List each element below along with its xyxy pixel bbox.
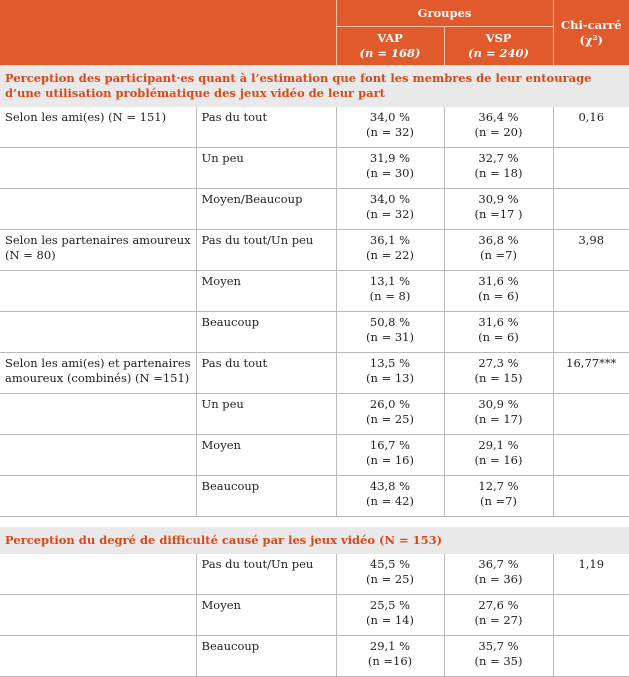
table-row bbox=[0, 271, 629, 312]
vap-percent: 25,5 % bbox=[337, 598, 444, 613]
vap-count: (n = 22) bbox=[337, 248, 444, 263]
vap-cell bbox=[336, 312, 444, 353]
chi-cell: 1,19 bbox=[553, 554, 629, 595]
vap-percent: 43,8 % bbox=[337, 479, 444, 494]
vsp-percent: 27,3 % bbox=[445, 356, 553, 371]
vap-percent: 16,7 % bbox=[337, 438, 444, 453]
vsp-percent: 27,6 % bbox=[445, 598, 553, 613]
chi-cell bbox=[553, 636, 629, 677]
vsp-cell bbox=[444, 554, 553, 595]
table-row bbox=[0, 554, 629, 595]
vap-header bbox=[336, 27, 444, 66]
vsp-count: (n = 36) bbox=[445, 572, 553, 587]
group-cell bbox=[0, 435, 196, 476]
table-row bbox=[0, 148, 629, 189]
chi-cell bbox=[553, 476, 629, 517]
vsp-count: (n =7) bbox=[445, 494, 553, 509]
chi-cell: 16,77*** bbox=[553, 353, 629, 394]
vap-count: (n = 42) bbox=[337, 494, 444, 509]
chi-cell: 3,98 bbox=[553, 230, 629, 271]
vsp-cell bbox=[444, 435, 553, 476]
vap-count: (n = 8) bbox=[337, 289, 444, 304]
vap-percent: 45,5 % bbox=[337, 557, 444, 572]
table-row bbox=[0, 107, 629, 148]
group-cell bbox=[0, 476, 196, 517]
header-empty-cell bbox=[0, 0, 196, 65]
level-cell: Beaucoup bbox=[196, 476, 336, 517]
group-cell: Selon les partenaires amoureux (N = 80) bbox=[0, 230, 196, 271]
vsp-cell bbox=[444, 394, 553, 435]
vap-percent: 36,1 % bbox=[337, 233, 444, 248]
vap-percent: 26,0 % bbox=[337, 397, 444, 412]
chi-square-symbol: (χ²) bbox=[554, 33, 629, 48]
vap-count: (n = 25) bbox=[337, 572, 444, 587]
vap-cell bbox=[336, 107, 444, 148]
vsp-count: (n =7) bbox=[445, 248, 553, 263]
vsp-cell bbox=[444, 595, 553, 636]
section-title-row bbox=[0, 65, 629, 107]
vap-count: (n = 16) bbox=[337, 453, 444, 468]
groups-header: Groupes bbox=[336, 0, 553, 27]
vsp-count: (n = 15) bbox=[445, 371, 553, 386]
chi-cell bbox=[553, 435, 629, 476]
group-cell: Selon les ami(es) et partenaires amoureux (combinés) (N =151) bbox=[0, 353, 196, 394]
vsp-count: (n = 6) bbox=[445, 289, 553, 304]
table-row bbox=[0, 394, 629, 435]
chi-cell bbox=[553, 189, 629, 230]
vap-percent: 34,0 % bbox=[337, 110, 444, 125]
vsp-percent: 29,1 % bbox=[445, 438, 553, 453]
vsp-count: (n = 20) bbox=[445, 125, 553, 140]
vsp-count: (n = 17) bbox=[445, 412, 553, 427]
group-cell: Selon les ami(es) (N = 151) bbox=[0, 107, 196, 148]
vsp-count: (n = 27) bbox=[445, 613, 553, 628]
chi-cell bbox=[553, 595, 629, 636]
chi-cell bbox=[553, 148, 629, 189]
vap-count: (n = 30) bbox=[337, 166, 444, 181]
table-row bbox=[0, 636, 629, 677]
group-cell bbox=[0, 394, 196, 435]
group-cell bbox=[0, 595, 196, 636]
vap-percent: 29,1 % bbox=[337, 639, 444, 654]
vsp-cell bbox=[444, 353, 553, 394]
table-row bbox=[0, 476, 629, 517]
vap-cell bbox=[336, 271, 444, 312]
vsp-percent: 36,4 % bbox=[445, 110, 553, 125]
vsp-count: (n = 18) bbox=[445, 166, 553, 181]
group-cell bbox=[0, 636, 196, 677]
table-row bbox=[0, 312, 629, 353]
vap-count: (n =16) bbox=[337, 654, 444, 669]
level-cell: Un peu bbox=[196, 148, 336, 189]
vsp-header bbox=[444, 27, 553, 66]
vsp-cell bbox=[444, 148, 553, 189]
chi-cell: 0,16 bbox=[553, 107, 629, 148]
chi-cell bbox=[553, 271, 629, 312]
vsp-percent: 30,9 % bbox=[445, 192, 553, 207]
vap-cell bbox=[336, 554, 444, 595]
vsp-percent: 31,6 % bbox=[445, 274, 553, 289]
vap-cell bbox=[336, 394, 444, 435]
vsp-count: (n =17 ) bbox=[445, 207, 553, 222]
table-row bbox=[0, 189, 629, 230]
vap-label: VAP bbox=[337, 31, 444, 46]
vsp-label: VSP bbox=[445, 31, 553, 46]
vap-percent: 13,1 % bbox=[337, 274, 444, 289]
level-cell: Un peu bbox=[196, 394, 336, 435]
table-row bbox=[0, 435, 629, 476]
table-row bbox=[0, 595, 629, 636]
group-cell bbox=[0, 312, 196, 353]
vsp-cell bbox=[444, 476, 553, 517]
table-header bbox=[0, 0, 629, 65]
chi-cell bbox=[553, 312, 629, 353]
level-cell: Beaucoup bbox=[196, 312, 336, 353]
group-cell bbox=[0, 554, 196, 595]
vsp-cell bbox=[444, 189, 553, 230]
vap-cell bbox=[336, 230, 444, 271]
vap-count: (n = 31) bbox=[337, 330, 444, 345]
vap-percent: 13,5 % bbox=[337, 356, 444, 371]
group-cell bbox=[0, 148, 196, 189]
vsp-percent: 36,8 % bbox=[445, 233, 553, 248]
level-cell: Moyen bbox=[196, 435, 336, 476]
vap-count: (n = 14) bbox=[337, 613, 444, 628]
section-title-row bbox=[0, 527, 629, 554]
vap-cell bbox=[336, 435, 444, 476]
vsp-cell bbox=[444, 230, 553, 271]
vap-cell bbox=[336, 353, 444, 394]
vap-cell bbox=[336, 636, 444, 677]
table-row bbox=[0, 353, 629, 394]
chi-square-label: Chi-carré bbox=[554, 18, 629, 33]
vsp-percent: 32,7 % bbox=[445, 151, 553, 166]
vap-n: (n = 168) bbox=[337, 46, 444, 61]
vap-percent: 31,9 % bbox=[337, 151, 444, 166]
vap-percent: 50,8 % bbox=[337, 315, 444, 330]
level-cell: Pas du tout/Un peu bbox=[196, 230, 336, 271]
group-cell bbox=[0, 189, 196, 230]
level-cell: Moyen bbox=[196, 271, 336, 312]
vsp-cell bbox=[444, 312, 553, 353]
vsp-cell bbox=[444, 271, 553, 312]
vsp-cell bbox=[444, 107, 553, 148]
vap-count: (n = 13) bbox=[337, 371, 444, 386]
vsp-percent: 31,6 % bbox=[445, 315, 553, 330]
vsp-cell bbox=[444, 636, 553, 677]
vsp-percent: 12,7 % bbox=[445, 479, 553, 494]
vap-cell bbox=[336, 595, 444, 636]
chi-square-header bbox=[553, 0, 629, 65]
vsp-n: (n = 240) bbox=[445, 46, 553, 61]
vap-count: (n = 32) bbox=[337, 207, 444, 222]
vsp-count: (n = 35) bbox=[445, 654, 553, 669]
vap-count: (n = 25) bbox=[337, 412, 444, 427]
header-empty-cell-2 bbox=[196, 0, 336, 65]
vap-cell bbox=[336, 476, 444, 517]
section-gap-cell bbox=[0, 517, 629, 528]
vap-percent: 34,0 % bbox=[337, 192, 444, 207]
vsp-percent: 30,9 % bbox=[445, 397, 553, 412]
section-gap bbox=[0, 517, 629, 528]
chi-cell bbox=[553, 394, 629, 435]
vsp-count: (n = 6) bbox=[445, 330, 553, 345]
vap-count: (n = 32) bbox=[337, 125, 444, 140]
group-cell bbox=[0, 271, 196, 312]
table-row bbox=[0, 230, 629, 271]
table-body bbox=[0, 65, 629, 677]
level-cell: Beaucoup bbox=[196, 636, 336, 677]
level-cell: Pas du tout/Un peu bbox=[196, 554, 336, 595]
vsp-count: (n = 16) bbox=[445, 453, 553, 468]
vsp-percent: 35,7 % bbox=[445, 639, 553, 654]
section-title: Perception des participant·es quant à l’estimation que font les membres de leur entourage d’une utilisation problématique des jeux vidéo de leur part bbox=[0, 65, 629, 107]
vap-cell bbox=[336, 189, 444, 230]
level-cell: Pas du tout bbox=[196, 107, 336, 148]
vsp-percent: 36,7 % bbox=[445, 557, 553, 572]
level-cell: Pas du tout bbox=[196, 353, 336, 394]
vap-cell bbox=[336, 148, 444, 189]
section-title: Perception du degré de difficulté causé par les jeux vidéo (N = 153) bbox=[0, 527, 629, 554]
level-cell: Moyen bbox=[196, 595, 336, 636]
level-cell: Moyen/Beaucoup bbox=[196, 189, 336, 230]
